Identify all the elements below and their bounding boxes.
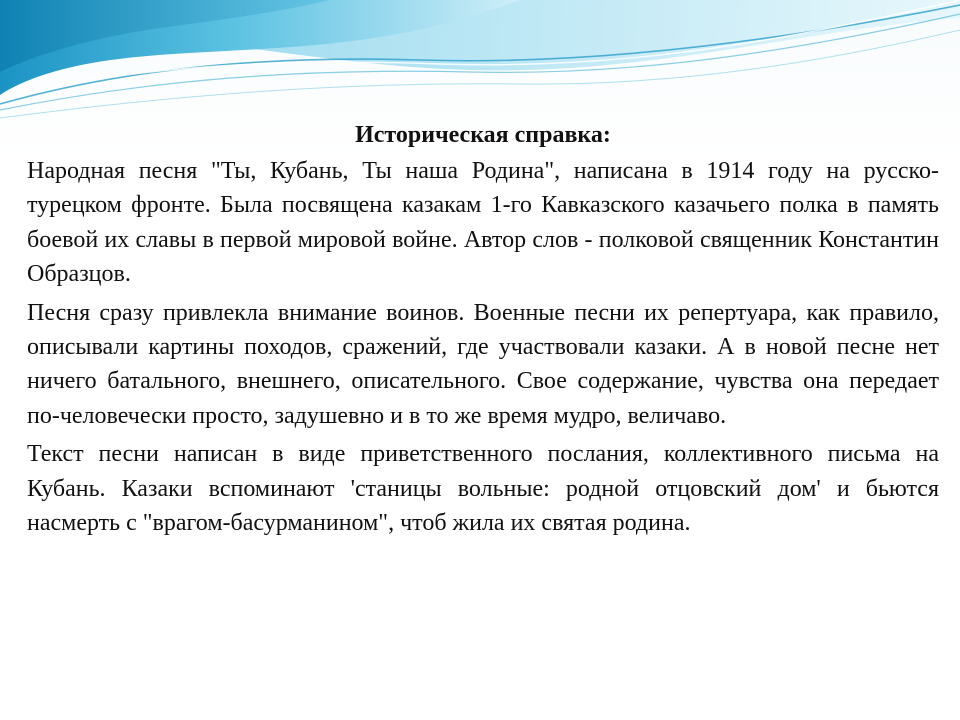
historical-note — [27, 118, 939, 544]
decorative-wave-banner — [0, 0, 960, 130]
slide-heading: Историческая справка: — [355, 122, 611, 148]
paragraph-3: Текст песни написан в виде приветственного послания, коллективного письма на Кубань. Казаки вспоминают 'станицы вольные: родной отцовский дом' и бьются насмерть с "врагом-басурманином", чтоб жила их святая родина. — [27, 441, 939, 537]
paragraph-1: Народная песня "Ты, Кубань, Ты наша Родина", написана в 1914 году на русско-турецком фронте. Была посвящена казакам 1-го Кавказского казачьего полка в память боевой их славы в первой мировой войне. Автор слов - полковой священник Константин Образцов. — [27, 158, 939, 288]
paragraph-2: Песня сразу привлекла внимание воинов. Военные песни их репертуара, как правило, описывали картины походов, сражений, где участвовали казаки. А в новой песне нет ничего батального, внешнего, описательного. Свое содержание, чувства она передает по-человечески просто, задушевно и в то же время мудро, величаво. — [27, 299, 939, 429]
